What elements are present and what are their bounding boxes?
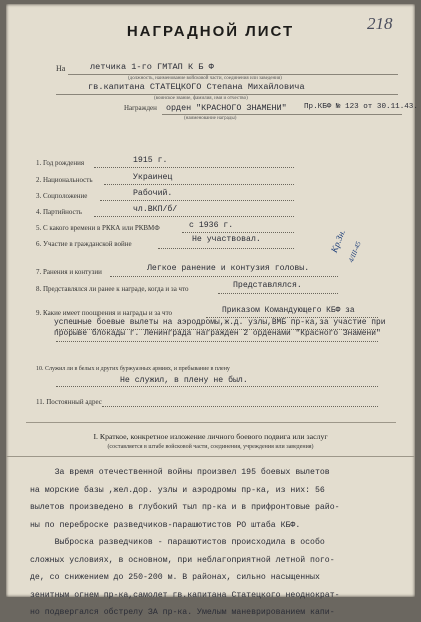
body-line: де, со снижением до 250-200 м. В районах, сильно насыщенных xyxy=(30,573,320,582)
name-value: гв.капитана СТАТЕЦКОГО Степана Михайловича xyxy=(88,82,305,92)
order-ref: Пр.КБФ № 123 от 30.11.43. xyxy=(304,103,418,111)
section-subheading: (составляется в штабе войсковой части, соединения, учреждения или заведения) xyxy=(107,444,314,450)
margin-note-2: 4/III-45 xyxy=(347,240,363,264)
award-sheet: НАГРАДНОЙ ЛИСТ 218 На летчика 1-го ГМТАП К Б Ф (должность, наименование войсковой части, соединения или заведения) гв.капитана СТАТЕЦКОГО Степана Михайловича (воинское звание, фамилия, имя и отчество) Награжден орден "КРАСНОГО ЗНАМЕНИ" Пр.КБФ № 123 от 30.11.43. (наименование награды) 1. Год рождения 1915 г. 2. Национальность Украинец 3. Соцположение Рабочий. 4. Партийность чл.ВКП/б/ 5. С какого времени в РККА или РКВМФ с 1936 г. 6. Участие в гражданской войне Не участвовал. 7. Ранения и контузии Легкое ранение и контузия головы. 8. Представлялся ли ранее к награде, когда и за что Представлялся. 9. Какие имеет поощрения и награды и за что Приказом Командующего КБФ за успешные боевые вылеты на аэродромы,ж.д. узлы,ВМБ пр-ка,за участие при прорыве блокады г. Ленинграда награжден 2 орденами "Красного Знамени" 10. Служил ли в белых и других буржуазных армиях, и пребывание в плену Не служил, в плену не был. 11. Постоянный адрес Кр.Зн. 4/III-45 I. Краткое, конкретное изложение личного боевого подвига или заслуг (составляется в штабе войсковой части, соединения, учреждения или заведения) За время отечественной войны произвел 195 боевых вылетов на морские базы ,жел.дор. узлы и аэродромы пр-ка, из них: 56 вылетов произведено в глубокий тыл пр-ка и в прифронтовые райо- ны по переброске разведчиков-парашютистов РО штаба КБФ. Выброска разведчиков - парашютистов происходила в особо сложных условиях, в основном, при неблагоприятной летной пого- де, со снижением до 250-200 м. В районах, сильно насыщенных зенитным огнем пр-ка,самолет гв.капитана Статецкого неоднократ- но подвергался обстрелу ЗА пр-ка. Умелым маневрированием капи- xyxy=(6,4,415,597)
body-line: на морские базы ,жел.дор. узлы и аэродромы пр-ка, из них: 56 xyxy=(30,485,325,495)
body-line: но подвергался обстрелу ЗА пр-ка. Умелым маневрированием капи- xyxy=(30,608,335,617)
award-label: Награжден xyxy=(124,104,157,112)
unit-value: летчика 1-го ГМТАП К Б Ф xyxy=(90,62,214,72)
section-body xyxy=(30,464,414,622)
name-caption: (воинское звание, фамилия, имя и отчество) xyxy=(154,96,248,101)
body-line: За время отечественной войны произвел 195 боевых вылетов xyxy=(30,468,330,477)
unit-caption: (должность, наименование войсковой части, соединения или заведения) xyxy=(128,76,282,81)
section-heading: I. Краткое, конкретное изложение личного боевого подвига или заслуг xyxy=(93,432,328,441)
body-line: Выброска разведчиков - парашютистов происходила в особо xyxy=(30,538,325,547)
margin-note-1: Кр.Зн. xyxy=(328,228,348,254)
award-value: орден "КРАСНОГО ЗНАМЕНИ" xyxy=(166,103,287,113)
body-line: вылетов произведено в глубокий тыл пр-ка и в прифронтовые райо- xyxy=(30,503,340,512)
archive-number: 218 xyxy=(367,14,393,33)
body-line: зенитным огнем пр-ка,самолет гв.капитана Статецкого неоднократ- xyxy=(30,590,340,600)
prefix-label: На xyxy=(56,64,66,73)
award-caption: (наименование награды) xyxy=(184,116,237,121)
document-title: НАГРАДНОЙ ЛИСТ xyxy=(126,23,295,40)
body-line: ны по переброске разведчиков-парашютистов РО штаба КБФ. xyxy=(30,520,301,530)
body-line: сложных условиях, в основном, при неблагоприятной летной пого- xyxy=(30,555,335,565)
